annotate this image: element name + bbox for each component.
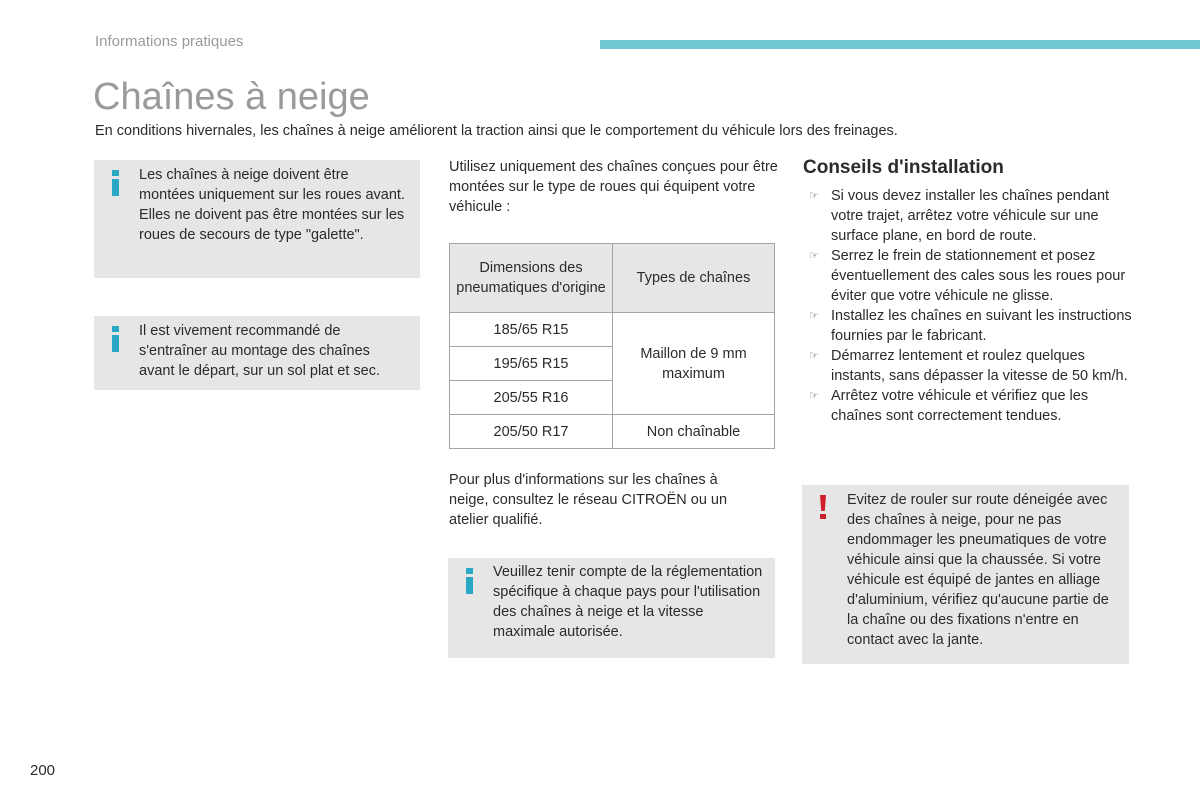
table-cell-dimension: 195/65 R15 — [450, 347, 613, 381]
list-item — [803, 346, 1133, 386]
warning-icon — [820, 495, 828, 519]
warning-text: Evitez de rouler sur route déneigée avec des chaînes à neige, pour ne pas endommager les pneumatiques de votre véhicule ainsi que la chaussée. Si votre véhicule est équipé de jantes en alliage d'aluminium, vérifiez qu'aucune partie de la chaîne ou des fixations n'entre en contact avec la jante. — [847, 492, 1109, 648]
page-title: Chaînes à neige — [93, 76, 370, 118]
info-note-text: Les chaînes à neige doivent être montées uniquement sur les roues avant. Elles ne doivent pas être montées sur les roues de secours de type "galette". — [139, 167, 405, 243]
pointing-hand-icon: ☞ — [809, 250, 819, 262]
list-item — [803, 246, 1133, 306]
step-text: Arrêtez votre véhicule et vérifiez que les chaînes sont correctement tendues. — [831, 388, 1089, 424]
list-item — [803, 186, 1133, 246]
table-cell-dimension: 185/65 R15 — [450, 313, 613, 347]
info-note-regulations — [448, 558, 775, 658]
step-text: Installez les chaînes en suivant les instructions fournies par le fabricant. — [831, 308, 1132, 344]
step-text: Démarrez lentement et roulez quelques instants, sans dépasser la vitesse de 50 km/h. — [831, 348, 1128, 384]
pointing-hand-icon: ☞ — [809, 390, 819, 402]
table-header-dimensions: Dimensions des pneumatiques d'origine — [450, 244, 613, 313]
table-cell-chain-type: Maillon de 9 mm maximum — [613, 313, 775, 415]
table-cell-dimension: 205/50 R17 — [450, 415, 613, 449]
table-row — [450, 415, 775, 449]
tire-chain-table — [449, 243, 775, 449]
info-note-text: Veuillez tenir compte de la réglementation spécifique à chaque pays pour l'utilisation des chaînes à neige et la vitesse maximale autorisée. — [493, 564, 763, 640]
table-header-row — [450, 244, 775, 313]
info-icon — [466, 568, 474, 594]
table-header-chain-types: Types de chaînes — [613, 244, 775, 313]
section-label: Informations pratiques — [95, 33, 244, 50]
info-note-front-wheels — [94, 160, 420, 278]
info-icon — [112, 326, 120, 352]
section-accent-bar — [600, 40, 1200, 49]
info-note-text: Il est vivement recommandé de s'entraîner au montage des chaînes avant le départ, sur un sol plat et sec. — [139, 323, 380, 379]
table-cell-chain-type: Non chaînable — [613, 415, 775, 449]
step-text: Serrez le frein de stationnement et posez éventuellement des cales sous les roues pour éviter que votre véhicule ne glisse. — [831, 248, 1126, 304]
page-number: 200 — [30, 762, 56, 779]
pointing-hand-icon: ☞ — [809, 190, 819, 202]
list-item — [803, 386, 1133, 426]
more-info-text: Pour plus d'informations sur les chaînes à neige, consultez le réseau CITROËN ou un atelier qualifié. — [449, 472, 728, 528]
warning-note — [802, 485, 1129, 664]
installation-steps-list — [803, 186, 1133, 426]
table-row — [450, 313, 775, 347]
info-icon — [112, 170, 120, 196]
pointing-hand-icon: ☞ — [809, 310, 819, 322]
installation-title: Conseils d'installation — [803, 157, 1004, 178]
table-cell-dimension: 205/55 R16 — [450, 381, 613, 415]
pointing-hand-icon: ☞ — [809, 350, 819, 362]
intro-text: En conditions hivernales, les chaînes à neige améliorent la traction ainsi que le comportement du véhicule lors des freinages. — [95, 123, 898, 139]
usage-text: Utilisez uniquement des chaînes conçues pour être montées sur le type de roues qui équipent votre véhicule : — [449, 159, 778, 215]
list-item — [803, 306, 1133, 346]
step-text: Si vous devez installer les chaînes pendant votre trajet, arrêtez votre véhicule sur une surface plane, en bord de route. — [831, 188, 1110, 244]
info-note-practice — [94, 316, 420, 390]
